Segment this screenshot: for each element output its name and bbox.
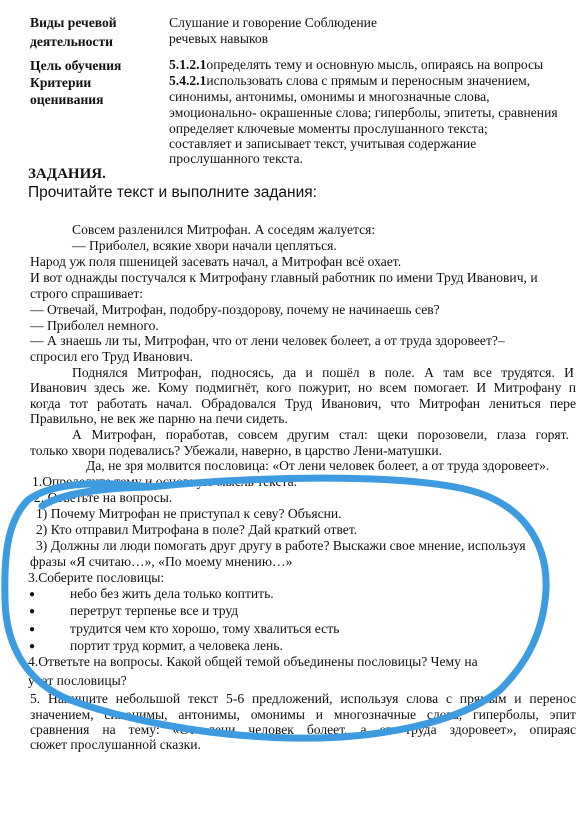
story-line: Да, не зря молвится пословица: «От лени человек болеет, а от труда здоровеет». [86,458,550,473]
proverb-item: трудится чем кто хорошо, тому хвалиться есть [70,621,340,636]
question-2-3a: 3) Должны ли люди помогать друг другу в работе? Выскажи свое мнение, используя [36,538,526,553]
story-line: — Приболел немного. [30,318,159,333]
goal1-code: 5.1.2.1 [169,57,207,72]
proverb-item: небо без жить дела только коптить. [70,586,274,601]
table-row2-label-line3: оценивания [30,92,104,107]
proverb-item: перетрут терпенье все и труд [70,603,239,618]
story-line: спросил его Труд Иванович. [30,349,193,364]
story-line: только хвори подевались? Убежали, наверно, в царство Лени-матушки. [30,443,443,458]
proverb-item: портит труд кормит, а человека лень. [70,638,283,653]
table-row1-label-line2: деятельности [30,34,113,49]
question-2-3b: фразы «Я считаю…», «По моему мнению…» [30,554,293,569]
goal2-text: использовать слова с прямым и переносным значением, [206,73,531,88]
story-line: — Отвечай, Митрофан, подобру-поздорову, почему не начинаешь сев? [30,302,440,317]
story-line: А Митрофан, поработав, совсем другим стал: щеки порозовели, глаза горят. [72,427,569,442]
story-line: когда тот работать начал. Обрадовался Труд Иванович, что Митрофан лениться пере [30,396,576,411]
goal2-code: 5.4.2.1 [169,73,207,88]
bullet-icon: ● [29,589,36,600]
bullet-icon: ● [29,624,36,635]
instruction: Прочитайте текст и выполните задания: [28,184,317,201]
table-row1-value-line1: Слушание и говорение Соблюдение [169,15,377,30]
question-4a: 4.Ответьте на вопросы. Какой общей темой объединены пословицы? Чему на [28,654,478,669]
table-row1-label-line1: Виды речевой [30,15,117,30]
question-5-line: значением, синонимы, антонимы, омонимы и многозначные слова, гиперболы, эпит [30,707,576,722]
criteria-line: синонимы, антонимы, омонимы и многозначные слова, [169,89,490,104]
table-row2-label-line1: Цель обучения [30,58,122,73]
question-4b: учат пословицы? [28,673,127,688]
question-3: 3.Соберите пословицы: [28,570,165,585]
story-line: Поднялся Митрофан, подносясь, да и пошёл в поле. А там все трудятся. И [72,365,574,380]
story-line: И вот однажды постучался к Митрофану главный работник по имени Труд Иванович, и [30,270,538,285]
table-row2-label-line2: Критерии [30,75,92,90]
question-2: 2. Ответьте на вопросы. [34,490,173,505]
story-line: Народ уж поля пшеницей засевать начал, а Митрофан всё охает. [30,254,402,269]
story-line: Совсем разленился Митрофан. А соседям жалуется: [72,222,376,237]
story-line: — А знаешь ли ты, Митрофан, что от лени человек болеет, а от труда здоровеет?– [30,333,505,348]
question-2-2: 2) Кто отправил Митрофана в поле? Дай краткий ответ. [36,522,358,537]
bullet-icon: ● [29,606,36,617]
tasks-heading: ЗАДАНИЯ. [28,166,106,182]
criteria-line: эмоционально- окрашенные слова; гиперболы, эпитеты, сравнения [169,105,558,120]
question-1: 1.Определите тему и основную мысль текста. [32,474,298,489]
story-line: Правильно, не век же парню на печи сидеть. [30,411,288,426]
table-row1-value-line2: речевых навыков [169,31,269,46]
criteria-line: определяет ключевые моменты прослушанного текста; [169,121,488,136]
criteria-line: составляет и записывает текст, учитывая содержание [169,136,477,151]
goal1-text: определять тему и основную мысль, опираясь на вопросы [206,57,544,72]
question-5-line: сюжет прослушанной сказки. [30,737,201,752]
learning-goal-2 [169,73,530,89]
learning-goal-1 [169,57,543,73]
criteria-line: прослушанного текста. [169,151,303,166]
bullet-icon: ● [29,641,36,652]
story-line: Иванович здесь же. Кому подмигнёт, кого пожурит, но всем помогает. И Митрофану п [30,380,576,395]
story-line: — Приболел, всякие хвори начали цепляться. [72,238,337,253]
question-2-1: 1) Почему Митрофан не приступал к севу? Объясни. [36,506,342,521]
question-5-line: 5. Напишите небольшой текст 5-6 предложений, используя слова с прямым и перенос [30,691,576,706]
question-5-line: сравнения на тему: «От лени человек болеет, а от труда здоровеет», опираяс [30,722,576,737]
story-line: строго спрашивает: [30,286,144,301]
